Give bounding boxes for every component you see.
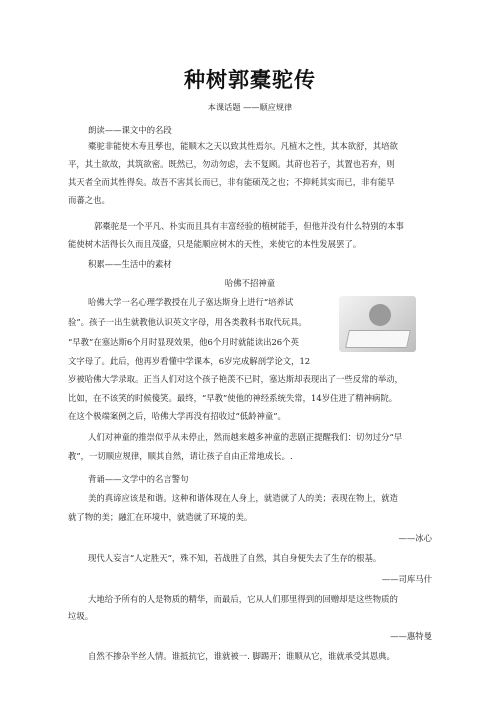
quote-line: 大地给予所有的人是物质的精华，而最后，它从人们那里得到的回赠却是这些物质的 [88, 594, 398, 604]
section-heading-reading: 朗读——课文中的名段 [88, 125, 172, 135]
quote-line: 就了物的美；融汇在环境中，就造就了环境的美。 [68, 512, 253, 522]
section-heading-quotes: 背诵——文学中的名言警句 [88, 474, 189, 484]
paragraph-line: 教”，一切顺应规律，顺其自然，请让孩子自由正常地成长。. [68, 451, 293, 461]
story-line: “早教”在塞达斯6个月时显现效果，他6个月时就能读出26个英 [68, 337, 299, 347]
story-line: 比如，在不该笑的时候傻笑。最终，“早教”使他的神经系统失常，14岁住进了精神病院。 [68, 393, 398, 403]
quote-line: 现代人妄言“人定胜天”，殊不知，若战胜了自然，其自身便失去了生存的根基。 [88, 553, 382, 563]
section-heading-material: 积累——生活中的素材 [88, 259, 172, 269]
subtitle: 本课话题 ——顺应规律 [207, 102, 293, 112]
quote-author: ——惠特曼 [390, 631, 432, 641]
paragraph-line: 其天者全而其性得矣。故吾不害其长而已，非有能硕茂之也；不抑耗其实而已，非有能早 [68, 177, 395, 187]
quote-author: ——冰心 [398, 533, 432, 543]
paragraph-line: 人们对神童的推崇似乎从未停止，然而越来越多神童的悲剧正提醒我们：切勿过分“早 [88, 432, 403, 442]
paragraph-line: 能使树木活得长久而且茂盛，只是能顺应树木的天性，来使它的本性发展罢了。 [68, 239, 362, 249]
paragraph-line: 郭橐驼是一个平凡、朴实而且具有丰富经验的植树能手，但他并没有什么特别的本事 [94, 221, 404, 231]
paragraph-line: 平，其土欲故，其筑欲密。既然已，勿动勿虑，去不复顾。其莳也若子，其置也若弃，则 [68, 159, 395, 169]
story-line: 哈佛大学一名心理学教授在儿子塞达斯身上进行“培养试 [88, 297, 294, 307]
story-line: 文字母了。此后，他再岁看懂中学课本，6岁完成解剖学论文，12 [68, 356, 311, 366]
story-line: 岁被哈佛大学录取。正当人们对这个孩子艳羡不已时，塞达斯却表现出了一些反常的举动， [68, 374, 403, 384]
page-title: 种树郭橐驼传 [184, 68, 316, 92]
story-line: 验”。孩子一出生就教他认识英文字母，用各类教科书取代玩具。 [68, 317, 307, 327]
quote-author: ——司库马什 [381, 574, 432, 584]
quote-line: 美的真谛应该是和谐。这种和谐体现在人身上，就造就了人的美；表现在物上，就造 [88, 493, 398, 503]
story-title: 哈佛不招神童 [224, 278, 276, 288]
child-reading-photo [339, 296, 416, 352]
paragraph-line: 橐驼非能使木寿且孳也，能顺木之天以致其性焉尔。凡植木之性，其本欲舒，其培欲 [88, 141, 398, 151]
story-line: 在这个极端案例之后，哈佛大学再没有招收过“低龄神童”。 [68, 411, 286, 421]
quote-line: 自然不掺杂半丝人情。谁抵抗它，谁就被一. 脚踢开；谁顺从它，谁就承受其恩典。 [88, 651, 395, 661]
quote-line: 垃圾。 [68, 611, 94, 621]
paragraph-line: 而蕃之也。 [68, 195, 110, 205]
